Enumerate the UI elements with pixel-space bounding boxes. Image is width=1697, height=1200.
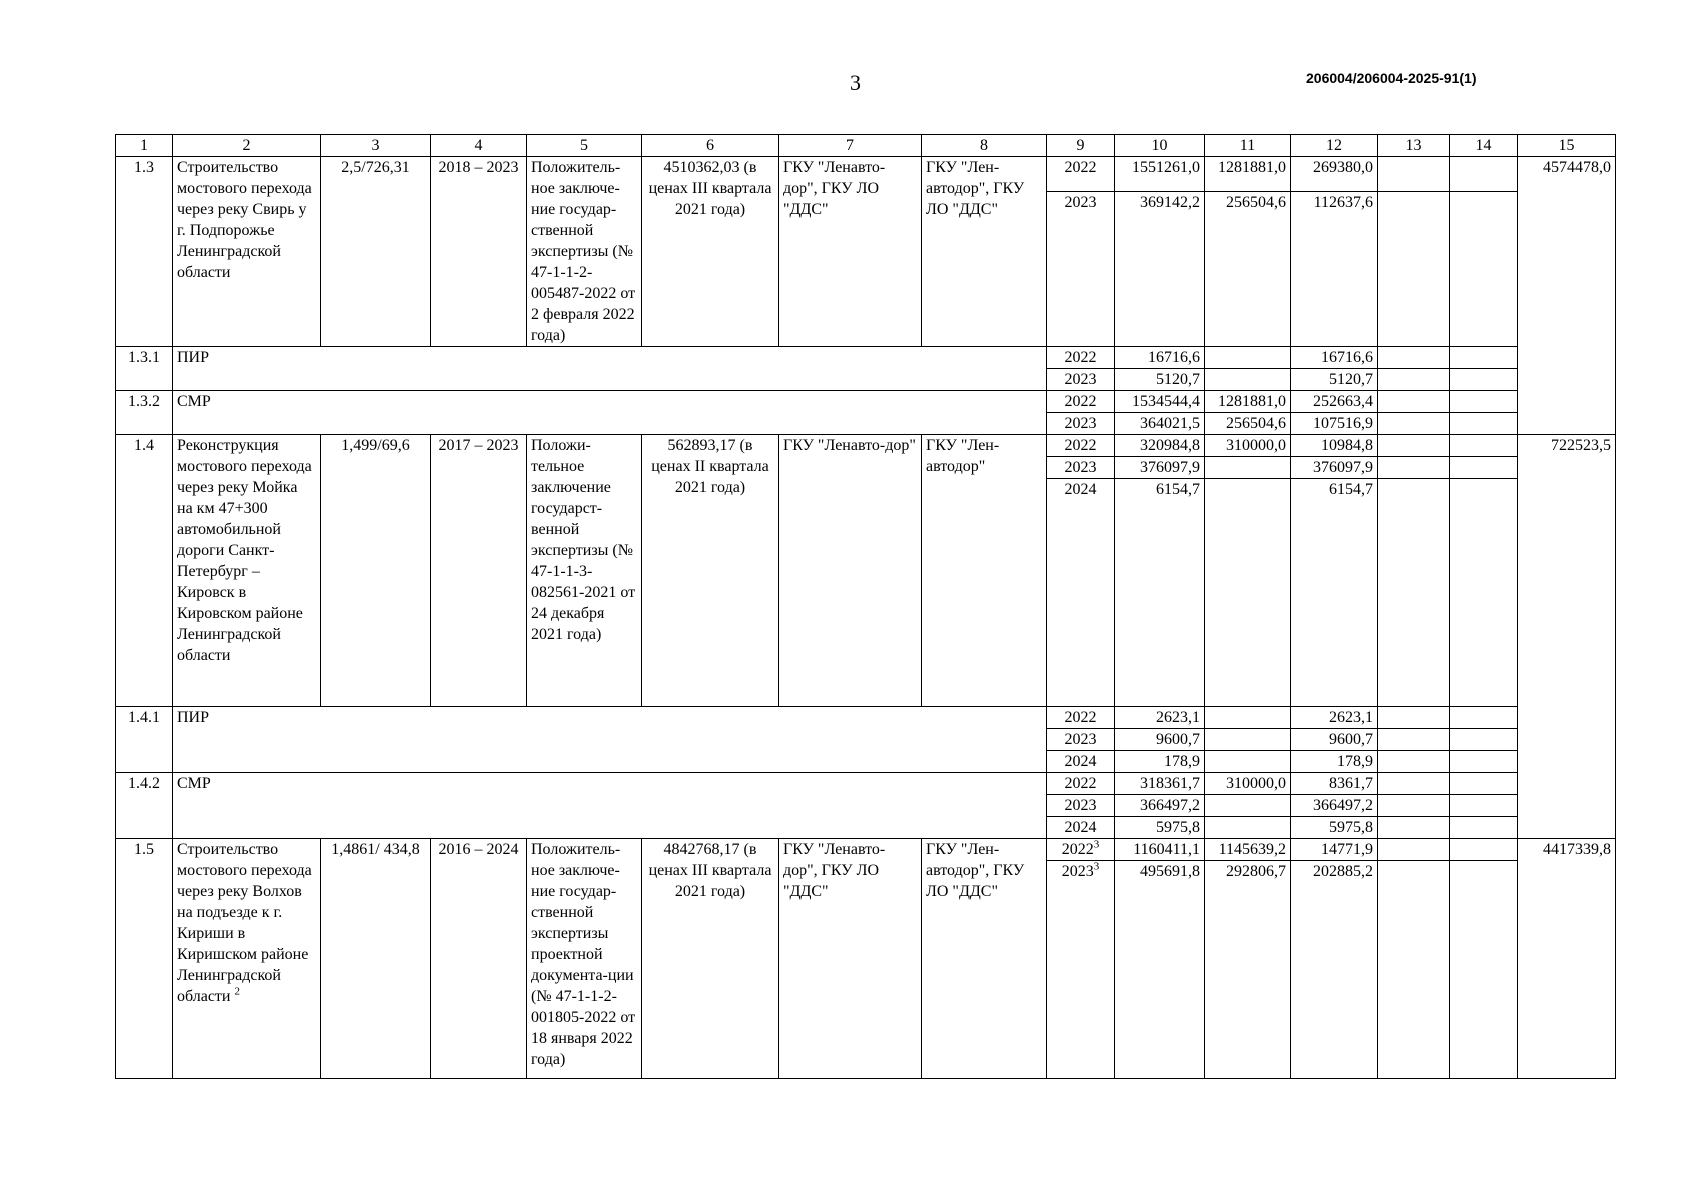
stage-name: ПИР xyxy=(173,347,1047,391)
column-header: 15 xyxy=(1518,135,1616,157)
total-cell: 376097,9 xyxy=(1115,457,1205,479)
total-cell: 9600,7 xyxy=(1115,729,1205,751)
balance-value: 4574478,0 xyxy=(1518,157,1616,435)
expertise-value: Положитель-ное заключе-ние государ-ственной экспертизы (№ 47-1-1-2-005487-2022 от 2 февраля 2022 года) xyxy=(527,157,642,347)
year-value: 2022 xyxy=(1061,841,1094,858)
year-cell: 2022 xyxy=(1047,773,1115,795)
column-header: 11 xyxy=(1205,135,1291,157)
empty-cell xyxy=(1450,192,1518,347)
total-cell: 366497,2 xyxy=(1115,795,1205,817)
empty-cell xyxy=(1378,457,1450,479)
total-cell: 2623,1 xyxy=(1115,707,1205,729)
year-cell: 2023 xyxy=(1047,457,1115,479)
year-cell: 2022 xyxy=(1047,707,1115,729)
regional-cell: 5975,8 xyxy=(1291,817,1378,839)
federal-cell: 256504,6 xyxy=(1205,192,1291,347)
year-cell: 2024 xyxy=(1047,817,1115,839)
column-header: 12 xyxy=(1291,135,1378,157)
table-row xyxy=(116,391,1616,413)
year-cell xyxy=(1047,839,1115,861)
federal-cell: 292806,7 xyxy=(1205,861,1291,1079)
total-cell: 1534544,4 xyxy=(1115,391,1205,413)
empty-cell xyxy=(1378,795,1450,817)
cost-value: 4510362,03 (в ценах III квартала 2021 года) xyxy=(642,157,779,347)
empty-cell xyxy=(1378,391,1450,413)
item-number: 1.4.1 xyxy=(116,707,173,773)
column-header: 5 xyxy=(527,135,642,157)
column-header: 14 xyxy=(1450,135,1518,157)
empty-cell xyxy=(1378,347,1450,369)
empty-cell xyxy=(1378,157,1450,192)
empty-cell xyxy=(1378,861,1450,1079)
customer-value: ГКУ "Ленавто-дор", ГКУ ЛО "ДДС" xyxy=(779,839,922,1079)
total-cell: 6154,7 xyxy=(1115,479,1205,707)
federal-cell xyxy=(1205,817,1291,839)
footnote-mark: 2 xyxy=(234,985,240,998)
cost-value: 4842768,17 (в ценах III квартала 2021 года) xyxy=(642,839,779,1079)
column-header: 2 xyxy=(173,135,321,157)
regional-cell: 14771,9 xyxy=(1291,839,1378,861)
year-cell xyxy=(1047,861,1115,1079)
column-header: 1 xyxy=(116,135,173,157)
regional-cell: 6154,7 xyxy=(1291,479,1378,707)
federal-cell xyxy=(1205,369,1291,391)
year-cell: 2024 xyxy=(1047,479,1115,707)
total-cell: 5120,7 xyxy=(1115,369,1205,391)
empty-cell xyxy=(1378,192,1450,347)
table-row xyxy=(116,435,1616,457)
federal-cell: 1281881,0 xyxy=(1205,391,1291,413)
object-name-cell xyxy=(173,839,321,1079)
item-number: 1.3 xyxy=(116,157,173,347)
footnote-mark: 3 xyxy=(1093,838,1100,851)
customer-value: ГКУ "Ленавто-дор" xyxy=(779,435,922,707)
empty-cell xyxy=(1378,707,1450,729)
program-table xyxy=(115,134,1616,1079)
column-header: 3 xyxy=(321,135,431,157)
year-cell: 2023 xyxy=(1047,369,1115,391)
federal-cell: 310000,0 xyxy=(1205,773,1291,795)
capacity-value: 1,4861/ 434,8 xyxy=(321,839,431,1079)
total-cell: 16716,6 xyxy=(1115,347,1205,369)
empty-cell xyxy=(1450,157,1518,192)
empty-cell xyxy=(1378,413,1450,435)
item-number: 1.5 xyxy=(116,839,173,1079)
federal-cell xyxy=(1205,729,1291,751)
regional-cell: 178,9 xyxy=(1291,751,1378,773)
empty-cell xyxy=(1378,773,1450,795)
regional-cell: 16716,6 xyxy=(1291,347,1378,369)
period-value: 2016 – 2024 xyxy=(431,839,527,1079)
federal-cell: 1145639,2 xyxy=(1205,839,1291,861)
year-cell: 2022 xyxy=(1047,391,1115,413)
total-cell: 1160411,1 xyxy=(1115,839,1205,861)
object-name: Реконструкция мостового перехода через реку Мойка на км 47+300 автомобильной дороги Санкт-Петербург – Кировск в Кировском районе Ленинградской области xyxy=(173,435,321,707)
object-name: Строительство мостового перехода через реку Волхов на подъезде к г. Кириши в Киришском районе Ленинградской области xyxy=(177,841,312,1005)
table-row xyxy=(116,707,1616,729)
empty-cell xyxy=(1450,795,1518,817)
federal-cell xyxy=(1205,457,1291,479)
empty-cell xyxy=(1450,817,1518,839)
developer-value: ГКУ "Лен-автодор", ГКУ ЛО "ДДС" xyxy=(922,157,1047,347)
total-cell: 369142,2 xyxy=(1115,192,1205,347)
column-header: 7 xyxy=(779,135,922,157)
regional-cell: 252663,4 xyxy=(1291,391,1378,413)
column-header: 9 xyxy=(1047,135,1115,157)
federal-cell: 1281881,0 xyxy=(1205,157,1291,192)
footnote-mark: 3 xyxy=(1093,860,1100,873)
empty-cell xyxy=(1450,413,1518,435)
table-row xyxy=(116,157,1616,192)
regional-cell: 269380,0 xyxy=(1291,157,1378,192)
federal-cell: 310000,0 xyxy=(1205,435,1291,457)
regional-cell: 2623,1 xyxy=(1291,707,1378,729)
capacity-value: 2,5/726,31 xyxy=(321,157,431,347)
expertise-value: Положи-тельное заключение государст-венной экспертизы (№ 47-1-1-3-082561-2021 от 24 декабря 2021 года) xyxy=(527,435,642,707)
expertise-value: Положитель-ное заключе-ние государ-ственной экспертизы проектной документа-ции (№ 47-1-1-2-001805-2022 от 18 января 2022 года) xyxy=(527,839,642,1079)
total-cell: 364021,5 xyxy=(1115,413,1205,435)
column-header: 6 xyxy=(642,135,779,157)
capacity-value: 1,499/69,6 xyxy=(321,435,431,707)
item-number: 1.4.2 xyxy=(116,773,173,839)
stage-name: ПИР xyxy=(173,707,1047,773)
stage-name: СМР xyxy=(173,391,1047,435)
federal-cell xyxy=(1205,479,1291,707)
cost-value: 562893,17 (в ценах II квартала 2021 года) xyxy=(642,435,779,707)
column-header: 4 xyxy=(431,135,527,157)
year-cell: 2023 xyxy=(1047,729,1115,751)
regional-cell: 376097,9 xyxy=(1291,457,1378,479)
year-cell: 2023 xyxy=(1047,795,1115,817)
year-cell: 2022 xyxy=(1047,347,1115,369)
year-cell: 2023 xyxy=(1047,413,1115,435)
federal-cell: 256504,6 xyxy=(1205,413,1291,435)
total-cell: 320984,8 xyxy=(1115,435,1205,457)
regional-cell: 8361,7 xyxy=(1291,773,1378,795)
empty-cell xyxy=(1378,369,1450,391)
regional-cell: 107516,9 xyxy=(1291,413,1378,435)
column-header: 13 xyxy=(1378,135,1450,157)
table-row xyxy=(116,773,1616,795)
regional-cell: 10984,8 xyxy=(1291,435,1378,457)
empty-cell xyxy=(1378,435,1450,457)
total-cell: 495691,8 xyxy=(1115,861,1205,1079)
table-row xyxy=(116,347,1616,369)
federal-cell xyxy=(1205,707,1291,729)
stage-name: СМР xyxy=(173,773,1047,839)
total-cell: 1551261,0 xyxy=(1115,157,1205,192)
empty-cell xyxy=(1450,861,1518,1079)
total-cell: 5975,8 xyxy=(1115,817,1205,839)
empty-cell xyxy=(1450,391,1518,413)
empty-cell xyxy=(1450,839,1518,861)
year-cell: 2024 xyxy=(1047,751,1115,773)
empty-cell xyxy=(1450,773,1518,795)
balance-value: 722523,5 xyxy=(1518,435,1616,839)
developer-value: ГКУ "Лен-автодор" xyxy=(922,435,1047,707)
period-value: 2018 – 2023 xyxy=(431,157,527,347)
year-cell: 2023 xyxy=(1047,192,1115,347)
year-cell: 2022 xyxy=(1047,435,1115,457)
empty-cell xyxy=(1378,729,1450,751)
column-header: 8 xyxy=(922,135,1047,157)
federal-cell xyxy=(1205,347,1291,369)
document-id: 206004/206004-2025-91(1) xyxy=(1306,70,1477,86)
empty-cell xyxy=(1450,347,1518,369)
empty-cell xyxy=(1450,729,1518,751)
regional-cell: 9600,7 xyxy=(1291,729,1378,751)
federal-cell xyxy=(1205,751,1291,773)
customer-value: ГКУ "Ленавто-дор", ГКУ ЛО "ДДС" xyxy=(779,157,922,347)
item-number: 1.3.1 xyxy=(116,347,173,391)
item-number: 1.3.2 xyxy=(116,391,173,435)
empty-cell xyxy=(1450,435,1518,457)
column-header: 10 xyxy=(1115,135,1205,157)
item-number: 1.4 xyxy=(116,435,173,707)
period-value: 2017 – 2023 xyxy=(431,435,527,707)
empty-cell xyxy=(1450,707,1518,729)
empty-cell xyxy=(1450,751,1518,773)
empty-cell xyxy=(1378,479,1450,707)
year-cell: 2022 xyxy=(1047,157,1115,192)
empty-cell xyxy=(1450,457,1518,479)
table-row xyxy=(116,839,1616,861)
column-number-row xyxy=(116,135,1616,157)
regional-cell: 366497,2 xyxy=(1291,795,1378,817)
empty-cell xyxy=(1378,751,1450,773)
regional-cell: 112637,6 xyxy=(1291,192,1378,347)
empty-cell xyxy=(1378,817,1450,839)
empty-cell xyxy=(1450,479,1518,707)
empty-cell xyxy=(1450,369,1518,391)
regional-cell: 5120,7 xyxy=(1291,369,1378,391)
regional-cell: 202885,2 xyxy=(1291,861,1378,1079)
year-value: 2023 xyxy=(1061,863,1094,880)
balance-value: 4417339,8 xyxy=(1518,839,1616,1079)
federal-cell xyxy=(1205,795,1291,817)
total-cell: 318361,7 xyxy=(1115,773,1205,795)
object-name: Строительство мостового перехода через реку Свирь у г. Подпорожье Ленинградской области xyxy=(173,157,321,347)
developer-value: ГКУ "Лен-автодор", ГКУ ЛО "ДДС" xyxy=(922,839,1047,1079)
page-number: 3 xyxy=(850,70,861,95)
total-cell: 178,9 xyxy=(1115,751,1205,773)
empty-cell xyxy=(1378,839,1450,861)
